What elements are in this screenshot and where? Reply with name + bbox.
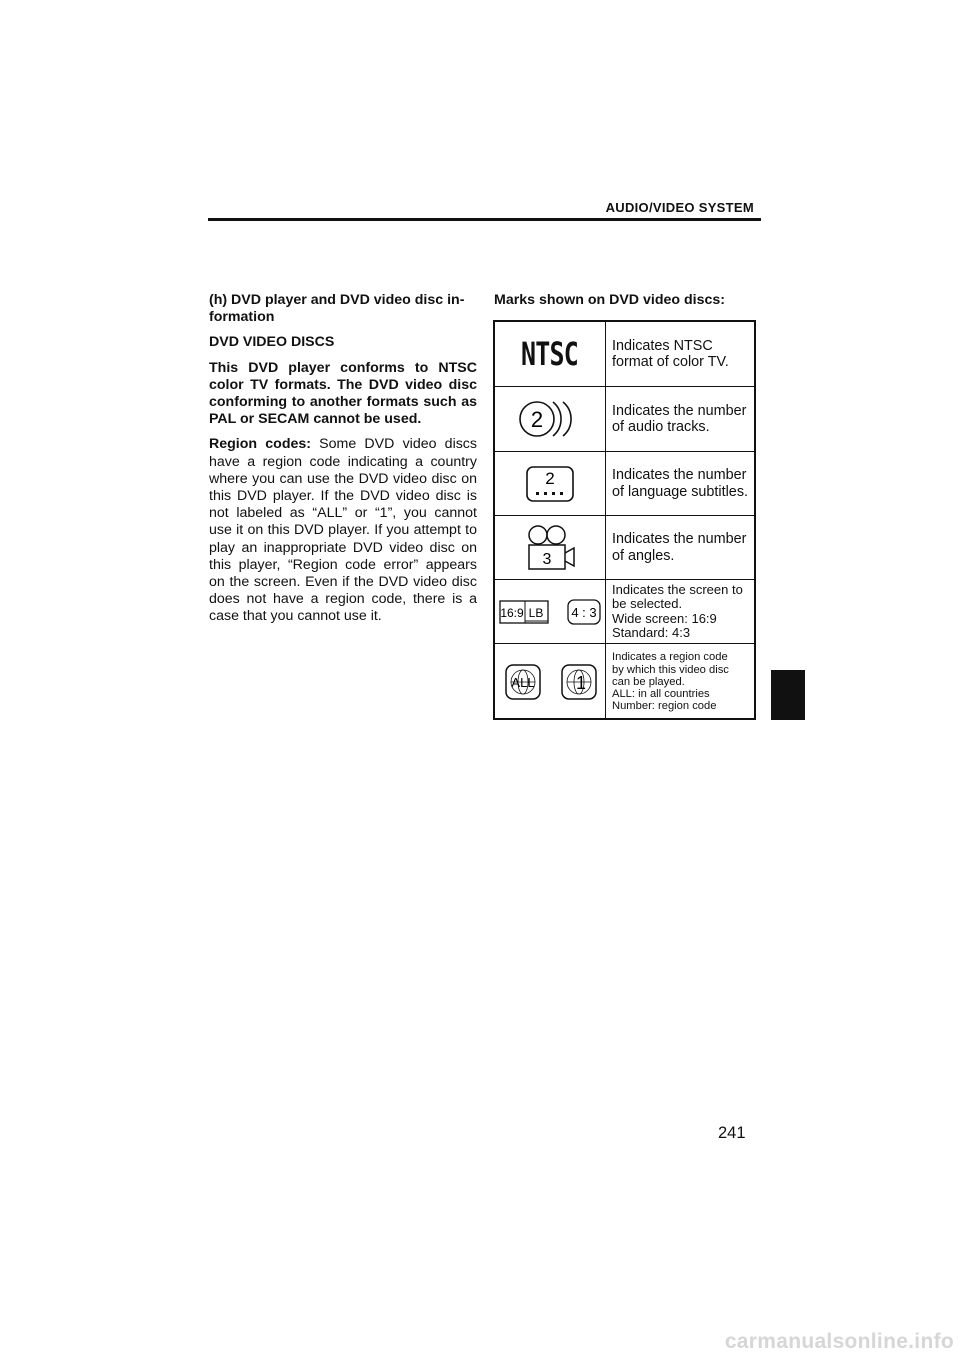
region-paragraph — [209, 436, 477, 625]
row-description: Indicates the number of angles. — [612, 531, 747, 564]
subheading: DVD VIDEO DISCS — [209, 334, 335, 351]
ntsc-mark-text: NTSC — [521, 335, 579, 373]
marks-table — [493, 320, 756, 720]
row-description: Indicates the screen to be selected. Wide screen: 16:9 Standard: 4:3 — [612, 581, 743, 640]
header-rule — [208, 218, 761, 221]
section-title: AUDIO/VIDEO SYSTEM — [605, 200, 754, 215]
subtitles-icon — [495, 452, 606, 515]
region-text: Some DVD video discs have a region code indicating a country where you can use the DVD video disc on this DVD player. If the DVD video disc is not labeled as “ALL” or “1”, you cannot use it on this DVD player. If you attempt to play an inappropriate DVD video disc on this player, “Region code error” appears on the screen. Even if the DVD video disc does not have a region code, there is a case that you cannot use it. — [209, 436, 477, 625]
page-number: 241 — [718, 1124, 746, 1142]
row-description: Indicates the number of audio tracks. — [612, 402, 747, 435]
section-heading: (h) DVD player and DVD video disc in- formation — [209, 292, 465, 326]
table-row — [495, 516, 754, 580]
audio-tracks-count: 2 — [530, 407, 544, 432]
left-column — [209, 292, 477, 634]
ntsc-mark-icon — [495, 322, 606, 386]
audio-tracks-icon — [495, 387, 606, 451]
marks-title: Marks shown on DVD video discs: — [494, 292, 725, 308]
region-code-icon — [495, 644, 606, 720]
wide-screen-label: 16:9 — [500, 605, 524, 620]
table-row — [495, 452, 754, 516]
conformance-paragraph: This DVD player conforms to NTSC color TV formats. The DVD video disc conforming to another formats such as PAL or SECAM cannot be used. — [209, 359, 477, 428]
camera-angles-count: 3 — [542, 550, 552, 568]
table-row — [495, 644, 754, 720]
row-description: Indicates the number of language subtitles. — [612, 467, 749, 500]
table-row — [495, 387, 754, 452]
subtitles-count: 2 — [545, 468, 555, 488]
table-row — [495, 580, 754, 644]
table-row — [495, 322, 754, 387]
screen-format-icon — [495, 580, 606, 643]
row-description: Indicates NTSC format of color TV. — [612, 337, 729, 370]
region-label: Region codes: — [209, 436, 311, 453]
standard-screen-label: 4 : 3 — [571, 604, 597, 620]
chapter-tab — [771, 670, 805, 720]
region-number-label: 1 — [575, 673, 587, 693]
row-description: Indicates a region code by which this video disc can be played. ALL: in all countries Number: region code — [612, 651, 729, 713]
camera-angles-icon — [495, 516, 606, 579]
watermark: carmanualsonline.info — [724, 1330, 954, 1353]
region-all-label: ALL — [511, 675, 535, 690]
letterbox-label: LB — [528, 605, 544, 620]
